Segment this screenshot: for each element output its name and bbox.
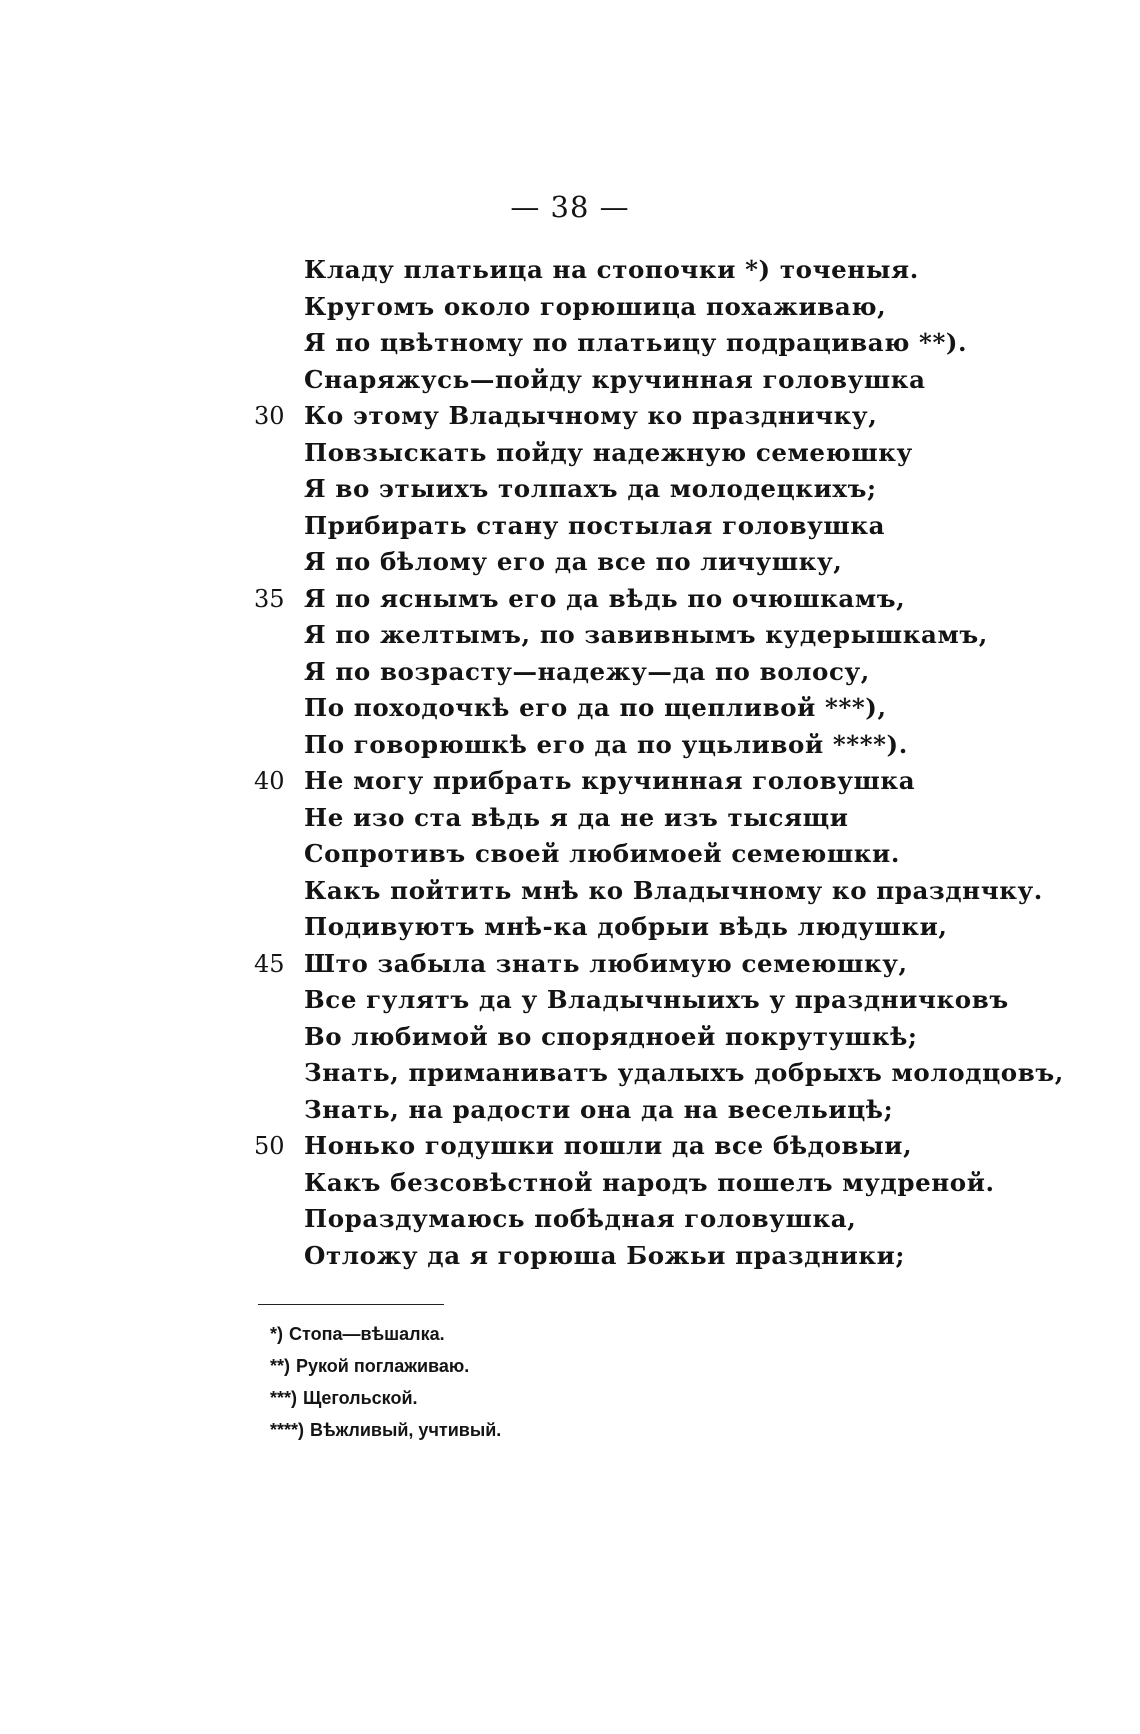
line-number: 30 (254, 402, 285, 430)
line-text: Я по яснымъ его да вѣдь по очюшкамъ, (304, 583, 906, 613)
verse-line (0, 1055, 1140, 1092)
verse-line (0, 398, 1140, 435)
line-text: Знать, приманиватъ удалыхъ добрыхъ молодцовъ, (304, 1058, 1064, 1087)
line-text: По говорюшкѣ его да по уцьливой ****). (304, 729, 908, 759)
footnotes (270, 1318, 970, 1446)
footnote-text: Рукой поглаживаю. (296, 1356, 470, 1376)
verse-line (0, 946, 1140, 983)
line-text: Я во этыихъ толпахъ да молодецкихъ; (304, 474, 877, 503)
verse-line (0, 1165, 1140, 1202)
page-number: — 38 — (510, 190, 630, 224)
verse-line (0, 1092, 1140, 1129)
line-text: Я по желтымъ, по завивнымъ кудерышкамъ, (304, 620, 988, 649)
footnote-text: Щегольской. (303, 1388, 418, 1408)
verse-line (0, 873, 1140, 910)
line-text: Подивуютъ мнѣ-ка добрыи вѣдь людушки, (304, 912, 948, 941)
footnote (270, 1414, 970, 1446)
line-number: 35 (254, 584, 285, 613)
footnote-mark: *) (270, 1324, 283, 1344)
footnote-mark: **) (270, 1356, 291, 1376)
footnote-divider (258, 1304, 444, 1305)
line-text: Кругомъ около горюшица похаживаю, (304, 291, 887, 321)
line-text: Во любимой во спорядноей покрутушкѣ; (304, 1021, 918, 1051)
verse-line (0, 1238, 1140, 1275)
verse-line (0, 289, 1140, 326)
verse-line (0, 1128, 1140, 1165)
verse-line (0, 471, 1140, 508)
verse-line (0, 727, 1140, 764)
verse-line (0, 581, 1140, 618)
verse-line (0, 690, 1140, 727)
line-text: Отложу да я горюша Божьи праздники; (304, 1240, 906, 1270)
verse-line (0, 800, 1140, 837)
verse-line (0, 544, 1140, 581)
verse-line (0, 909, 1140, 946)
verse-line (0, 1201, 1140, 1238)
line-text: Повзыскать пойду надежную семеюшку (304, 437, 913, 467)
line-text: Все гулятъ да у Владычныихъ у праздничковъ (304, 985, 1009, 1014)
footnote-mark: ****) (270, 1420, 305, 1440)
verse-line (0, 1019, 1140, 1056)
footnote-mark: ***) (270, 1388, 298, 1408)
verse-line (0, 836, 1140, 873)
footnote (270, 1350, 970, 1382)
line-text: Што забыла знать любимую семеюшку, (304, 948, 908, 978)
footnote-text: Стопа—вѣшалка. (289, 1324, 445, 1344)
line-text: Какъ пойтить мнѣ ко Владычному ко празднчку. (304, 875, 1043, 905)
verse-line (0, 617, 1140, 654)
verse-line (0, 252, 1140, 289)
line-text: Знать, на радости она да на весельицѣ; (304, 1094, 894, 1124)
footnote-text: Вѣжливый, учтивый. (310, 1420, 502, 1440)
line-text: Снаряжусь—пойду кручинная головушка (304, 364, 926, 394)
line-text: Я по бѣлому его да все по личушку, (304, 547, 843, 576)
line-text: Нонько годушки пошли да все бѣдовыи, (304, 1131, 913, 1160)
line-text: Ко этому Владычному ко праздничку, (304, 401, 878, 430)
footnote (270, 1382, 970, 1414)
line-text: Прибирать стану постылая головушка (304, 510, 886, 540)
line-number: 45 (254, 949, 285, 978)
verse-line (0, 508, 1140, 545)
verse-line (0, 654, 1140, 691)
line-text: Не могу прибрать кручинная головушка (304, 766, 916, 795)
line-text: Сопротивъ своей любимоей семеюшки. (304, 839, 900, 868)
verse-line (0, 763, 1140, 800)
line-text: Пораздумаюсь побѣдная головушка, (304, 1204, 857, 1233)
line-text: Я по цвѣтному по платьицу подрациваю **). (304, 328, 968, 357)
verse-line (0, 325, 1140, 362)
verse-line (0, 435, 1140, 472)
footnote (270, 1318, 970, 1350)
line-text: По походочкѣ его да по щепливой ***), (304, 693, 887, 722)
line-text: Не изо ста вѣдь я да не изъ тысящи (304, 802, 849, 832)
line-text: Кладу платьица на стопочки *) точеныя. (304, 255, 919, 284)
line-text: Какъ безсовѣстной народъ пошелъ мудреной. (304, 1167, 995, 1197)
line-number: 40 (254, 767, 285, 795)
poem-text (0, 252, 1140, 1274)
line-number: 50 (254, 1132, 285, 1160)
line-text: Я по возрасту—надежу—да по волосу, (304, 656, 870, 686)
verse-line (0, 362, 1140, 399)
verse-line (0, 982, 1140, 1019)
